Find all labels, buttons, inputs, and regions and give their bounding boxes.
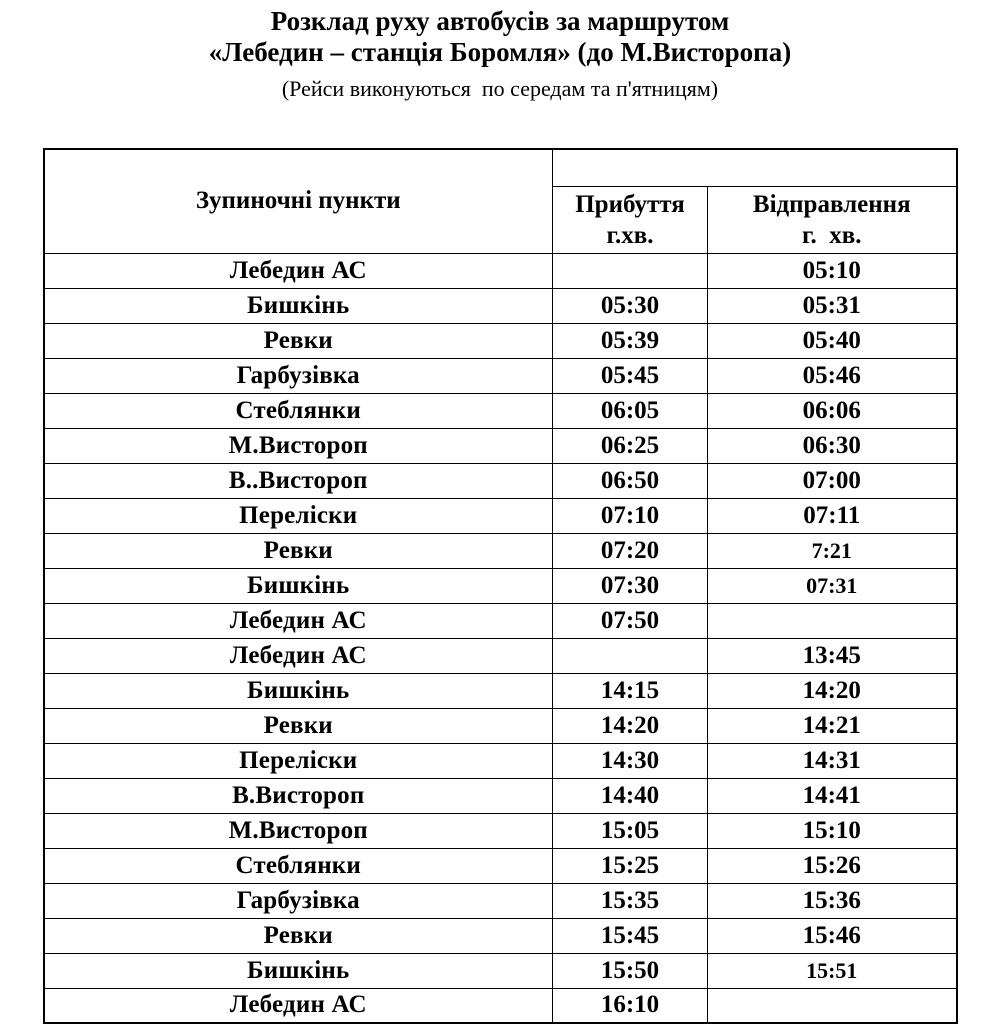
table-row [44,533,957,568]
stop-cell: Стеблянки [44,848,553,883]
departure-header-unit: г. хв. [801,221,862,249]
departure-cell: 14:20 [708,673,957,708]
table-row [44,743,957,778]
departure-cell: 14:31 [708,743,957,778]
departure-cell: 13:45 [708,638,957,673]
stop-cell: Бишкінь [44,568,553,603]
departure-cell: 14:41 [708,778,957,813]
page-title-line1: Розклад руху автобусів за маршрутом [270,6,730,36]
stop-cell: Гарбузівка [44,358,553,393]
departure-cell: 05:10 [708,253,957,288]
table-row [44,813,957,848]
arrival-cell: 14:15 [553,673,708,708]
stop-cell: М.Вистороп [44,813,553,848]
arrival-cell: 06:50 [553,463,708,498]
arrival-cell: 07:20 [553,533,708,568]
table-row [44,603,957,638]
arrival-cell: 15:25 [553,848,708,883]
table-row [44,848,957,883]
departure-cell: 05:40 [708,323,957,358]
stop-cell: В.Вистороп [44,778,553,813]
departure-cell: 15:26 [708,848,957,883]
departure-cell: 06:06 [708,393,957,428]
arrival-cell: 16:10 [553,988,708,1023]
departure-cell: 15:10 [708,813,957,848]
arrival-cell: 07:50 [553,603,708,638]
arrival-cell [553,253,708,288]
timetable [43,148,958,1024]
departure-cell: 07:11 [708,498,957,533]
arrival-cell: 06:05 [553,393,708,428]
departure-cell: 07:00 [708,463,957,498]
table-row [44,988,957,1023]
departure-cell [708,988,957,1023]
table-row [44,288,957,323]
stop-cell: Ревки [44,708,553,743]
departure-cell: 05:31 [708,288,957,323]
arrival-cell: 07:10 [553,498,708,533]
departure-cell: 14:21 [708,708,957,743]
arrival-cell: 15:35 [553,883,708,918]
stop-cell: Ревки [44,533,553,568]
departure-header-title: Відправлення [752,190,911,218]
stop-cell: Бишкінь [44,288,553,323]
page-subtitle: (Рейси виконуються по середам та п'ятницям) [281,76,719,101]
arrival-cell [553,638,708,673]
table-row [44,638,957,673]
table-row [44,953,957,988]
stop-cell: Ревки [44,918,553,953]
arrival-cell: 07:30 [553,568,708,603]
arrival-cell: 14:40 [553,778,708,813]
stop-cell: Стеблянки [44,393,553,428]
stops-column-header: Зупиночні пункти [44,149,553,253]
table-row [44,708,957,743]
table-row [44,358,957,393]
stop-cell: Бишкінь [44,673,553,708]
arrival-cell: 06:25 [553,428,708,463]
table-row [44,568,957,603]
stop-cell: Лебедин АС [44,988,553,1023]
table-row [44,393,957,428]
timetable-header [44,149,957,253]
title-block [0,0,1000,103]
departure-cell: 7:21 [708,533,957,568]
stop-cell: Гарбузівка [44,883,553,918]
stop-cell: Бишкінь [44,953,553,988]
table-row [44,253,957,288]
arrival-cell: 14:30 [553,743,708,778]
arrival-cell: 14:20 [553,708,708,743]
table-row [44,918,957,953]
table-row [44,498,957,533]
arrival-cell: 15:50 [553,953,708,988]
departure-cell [708,603,957,638]
table-row [44,428,957,463]
stop-cell: Лебедин АС [44,253,553,288]
arrival-cell: 15:05 [553,813,708,848]
table-row [44,673,957,708]
table-row [44,323,957,358]
departure-cell: 07:31 [708,568,957,603]
departure-column-header [708,186,957,253]
departure-cell: 15:51 [708,953,957,988]
arrival-cell: 05:39 [553,323,708,358]
page-title-line2: «Лебедин – станція Боромля» (до М.Висторопа) [208,37,792,67]
stop-cell: Лебедин АС [44,638,553,673]
departure-cell: 06:30 [708,428,957,463]
stop-cell: М.Вистороп [44,428,553,463]
stop-cell: Ревки [44,323,553,358]
departure-cell: 15:46 [708,918,957,953]
stop-cell: Переліски [44,498,553,533]
timetable-body [44,253,957,1023]
table-row [44,778,957,813]
arrival-header-unit: г.хв. [606,221,654,249]
arrival-cell: 05:45 [553,358,708,393]
arrival-cell: 05:30 [553,288,708,323]
stop-cell: В..Вистороп [44,463,553,498]
table-row [44,463,957,498]
arrival-cell: 15:45 [553,918,708,953]
arrival-column-header [553,186,708,253]
stop-cell: Переліски [44,743,553,778]
stop-cell: Лебедин АС [44,603,553,638]
header-empty-band [553,149,957,186]
arrival-header-title: Прибуття [575,190,685,218]
departure-cell: 15:36 [708,883,957,918]
table-row [44,883,957,918]
departure-cell: 05:46 [708,358,957,393]
